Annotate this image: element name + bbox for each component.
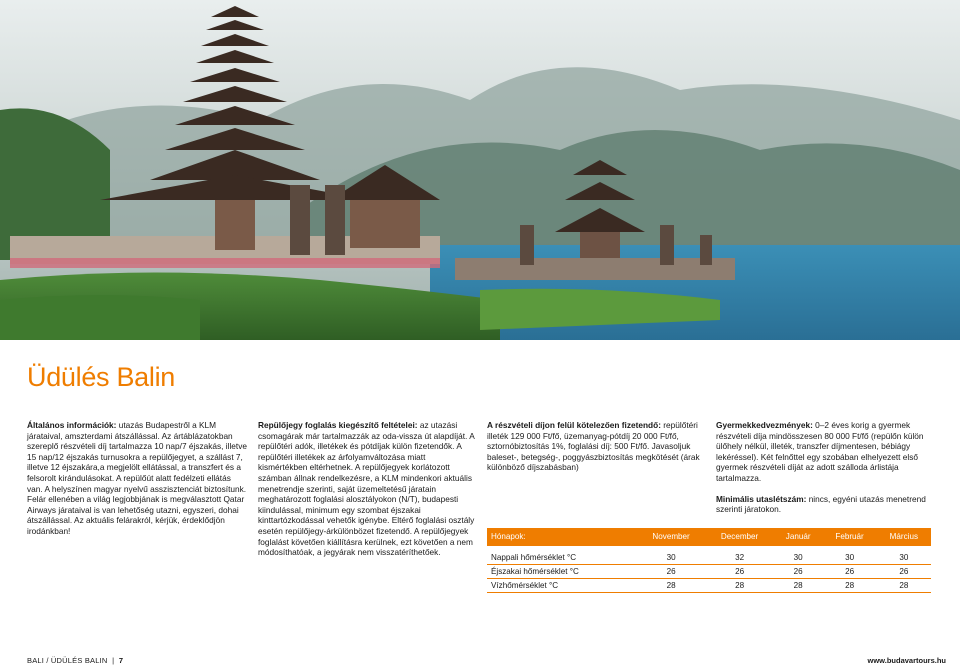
table-cell: 28 <box>774 579 823 593</box>
discounts-column <box>716 420 936 515</box>
table-row <box>487 546 931 565</box>
footer-website: www.budavartours.hu <box>867 656 946 665</box>
table-cell: 28 <box>637 579 706 593</box>
general-info-text: utazás Budapestről a KLM járataival, amszterdami átszállással. Az ártáblázatokban szereplő részvételi díj tartalmazza 10 nap/7 éjszakás, illetve 15 nap/12 éjszakás turnusokra a repülőjegyet, a szállást 7, illetve 12 éjszakára,a megjelölt ellátással, a transzfert és a felsorolt kirándulásokat. A repülőút alatt fedélzeti ellátás van. A helyszínen magyar nyelvű asszisztenciát biztosítunk. Felár ellenében a világ legjobbjának is megválasztott Qatar Airways járataival is van lehetőség utazni, egyszeri, dohai átszállással. Az aktuális felárakról, kérjük, érdeklődjön irodánkban! <box>27 420 247 536</box>
temperature-table <box>487 528 931 593</box>
table-header-november: November <box>637 528 706 546</box>
table-header-months: Hónapok: <box>487 528 637 546</box>
mandatory-fees-column <box>487 420 707 473</box>
footer-section-label <box>27 656 123 665</box>
table-header-february: Február <box>822 528 876 546</box>
child-discount-paragraph <box>716 420 936 484</box>
mandatory-fees-paragraph <box>487 420 707 473</box>
table-cell: 30 <box>877 546 931 565</box>
table-cell: 30 <box>637 546 706 565</box>
row-label: Nappali hőmérséklet °C <box>487 546 637 565</box>
table-cell: 26 <box>877 565 931 579</box>
row-label: Éjszakai hőmérséklet °C <box>487 565 637 579</box>
flight-conditions-paragraph <box>258 420 476 558</box>
footer-section-text: BALI / ÜDÜLÉS BALIN <box>27 656 108 665</box>
table-row <box>487 565 931 579</box>
table-header-january: Január <box>774 528 823 546</box>
table-header-row <box>487 528 931 546</box>
table-cell: 28 <box>877 579 931 593</box>
table-cell: 26 <box>822 565 876 579</box>
mandatory-fees-heading: A részvételi díjon felül kötelezően fizetendő: <box>487 420 661 430</box>
mandatory-fees-text: repülőtéri illeték 129 000 Ft/fő, üzemanyag-pótdíj 20 000 Ft/fő, sztornóbiztosítás 1%, foglalási díj: 500 Ft/fő. Javasoljuk baleset-, betegség-, poggyászbiztosítás megkötését (árak különböző díjszabásban) <box>487 420 700 473</box>
flight-conditions-text: az utazási csomagárak már tartalmazzák az oda-vissza út alapdíját. A repülőtéri adók, illetékek és pótdíjak külön fizetendők. A repülőtéri illetékek az árfolyamváltozása miatt kismértékben eltérhetnek. A repülőjegyek korlátozott számban állnak rendelkezésre, a KLM mindenkori aktuális menetrendje szerinti, saját üzemeltetésű járatain meghatározott foglalási alosztályokon (N/T), budapesti kiindulással, minimum egy szombat éjszakai kinttartózkodással vehetők igénybe. Eltérő foglalási osztály esetén repülőjegy-árkülönbözet fizetendő. A repülőjegyek foglalást követően kiállításra kerülnek, ezt követően a nem módosíthatóak, a jegyárak nem visszatéríthetőek. <box>258 420 475 558</box>
page-number: 7 <box>118 656 124 665</box>
table-cell: 28 <box>822 579 876 593</box>
table-cell: 30 <box>774 546 823 565</box>
min-passengers-heading: Minimális utaslétszám: <box>716 493 807 504</box>
table-header-december: December <box>705 528 774 546</box>
flight-conditions-column <box>258 420 476 558</box>
table-header-march: Március <box>877 528 931 546</box>
table-row <box>487 579 931 593</box>
table-cell: 32 <box>705 546 774 565</box>
min-passengers-paragraph <box>716 494 936 515</box>
footer-separator: | <box>112 656 115 665</box>
child-discount-heading: Gyermekkedvezmények: <box>716 420 813 430</box>
page-title: Üdülés Balin <box>27 362 175 392</box>
table-cell: 26 <box>705 565 774 579</box>
table-cell: 26 <box>774 565 823 579</box>
table-cell: 30 <box>822 546 876 565</box>
general-info-heading: Általános információk: <box>27 420 117 430</box>
flight-conditions-heading: Repülőjegy foglalás kiegészítő feltételei: <box>258 420 418 430</box>
general-info-paragraph <box>27 420 247 537</box>
general-info-column <box>27 420 247 537</box>
row-label: Vízhőmérséklet °C <box>487 579 637 593</box>
min-passengers-text: nincs, egyéni utazás menetrend szerinti járatokon. <box>716 493 926 515</box>
child-discount-text: 0–2 éves korig a gyermek részvételi díja mindösszesen 80 000 Ft/fő (repülőn külön ülőhely nélkül, illeték, transzfer díjmentesen, bébiágy lekéréssel). Két felnőttel egy szobában elhelyezett első gyermek részvételi díját az adott szálloda árlistája tartalmazza. <box>716 420 924 483</box>
table-cell: 26 <box>637 565 706 579</box>
table-cell: 28 <box>705 579 774 593</box>
